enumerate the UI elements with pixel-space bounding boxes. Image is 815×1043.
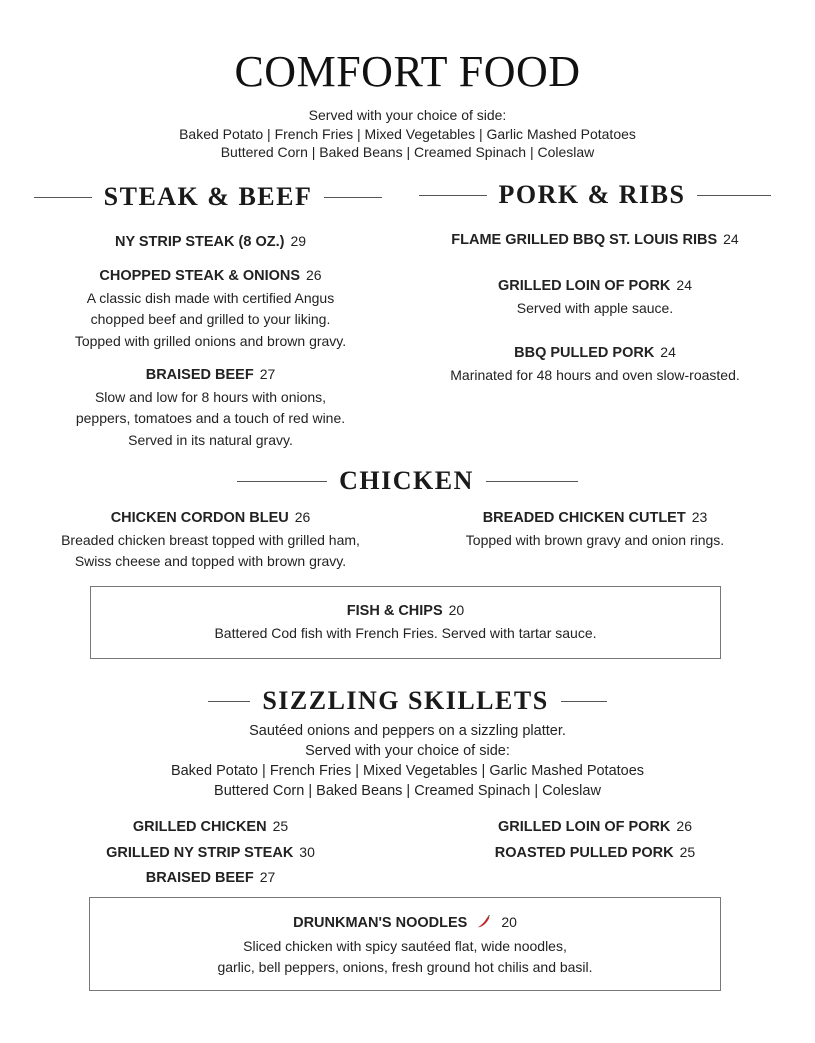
item-description: garlic, bell peppers, onions, fresh ground hot chilis and basil. bbox=[217, 959, 593, 975]
item-name: FLAME GRILLED BBQ ST. LOUIS RIBS bbox=[451, 232, 718, 248]
item-description: Served with apple sauce. bbox=[516, 299, 674, 316]
steak-beef-heading bbox=[38, 180, 378, 214]
menu-title: COMFORT FOOD bbox=[234, 47, 581, 96]
sides-intro-line: Served with your choice of side: bbox=[308, 107, 507, 123]
skillet-item bbox=[38, 840, 383, 866]
item-price: 25 bbox=[679, 843, 696, 860]
item-description: Swiss cheese and topped with brown gravy. bbox=[74, 553, 347, 569]
skillet-item bbox=[38, 814, 383, 840]
pork-ribs-heading bbox=[425, 178, 765, 212]
chili-pepper-icon bbox=[477, 914, 491, 936]
heading-rule bbox=[486, 481, 578, 482]
fish-chips-box bbox=[90, 586, 721, 659]
item-price: 24 bbox=[660, 344, 676, 360]
item-price: 26 bbox=[306, 267, 322, 283]
noodles-box bbox=[89, 897, 721, 991]
item-price: 26 bbox=[676, 818, 692, 834]
item-price: 25 bbox=[272, 818, 289, 834]
menu-item bbox=[91, 600, 720, 644]
menu-item bbox=[425, 229, 765, 252]
skillets-intro-line: Sautéed onions and peppers on a sizzling platter. bbox=[249, 723, 566, 739]
item-name: FISH & CHIPS bbox=[346, 603, 443, 619]
skillet-list-left bbox=[38, 814, 383, 891]
item-price: 27 bbox=[259, 869, 276, 885]
item-price: 26 bbox=[294, 509, 311, 525]
menu-item bbox=[425, 342, 765, 386]
sides-list-line: Buttered Corn | Baked Beans | Creamed Spinach | Coleslaw bbox=[220, 144, 595, 160]
heading-rule bbox=[208, 701, 250, 702]
item-price: 20 bbox=[501, 914, 517, 930]
section-title: PORK & RIBS bbox=[498, 180, 686, 209]
menu-item bbox=[38, 507, 383, 573]
menu-item bbox=[90, 912, 720, 979]
heading-rule bbox=[324, 197, 382, 198]
item-description: Breaded chicken breast topped with grilled ham, bbox=[61, 531, 360, 548]
item-price: 30 bbox=[299, 843, 315, 860]
item-price: 23 bbox=[691, 509, 708, 525]
heading-rule bbox=[419, 195, 487, 196]
section-title: SIZZLING SKILLETS bbox=[262, 686, 549, 715]
sides-list-line: Buttered Corn | Baked Beans | Creamed Spinach | Coleslaw bbox=[214, 783, 601, 799]
item-name: CHICKEN CORDON BLEU bbox=[110, 510, 289, 526]
menu-item bbox=[38, 265, 383, 352]
sides-list-line: Baked Potato | French Fries | Mixed Vegetables | Garlic Mashed Potatoes bbox=[179, 125, 636, 142]
item-name: GRILLED NY STRIP STEAK bbox=[106, 844, 294, 861]
skillets-intro-line: Served with your choice of side: bbox=[305, 743, 510, 759]
item-description: Topped with brown gravy and onion rings. bbox=[465, 531, 725, 548]
sides-intro bbox=[0, 106, 815, 162]
item-description: Slow and low for 8 hours with onions, bbox=[94, 388, 327, 405]
item-price: 20 bbox=[448, 602, 465, 618]
item-description: peppers, tomatoes and a touch of red wine. bbox=[75, 410, 346, 426]
item-name: ROASTED PULLED PORK bbox=[494, 844, 674, 861]
heading-rule bbox=[34, 197, 92, 198]
section-title: STEAK & BEEF bbox=[103, 182, 313, 211]
item-description: Sliced chicken with spicy sautéed flat, wide noodles, bbox=[243, 937, 567, 954]
item-description: Topped with grilled onions and brown gravy. bbox=[74, 332, 347, 349]
menu-item bbox=[38, 231, 383, 254]
skillet-item bbox=[425, 840, 765, 866]
item-description: Served in its natural gravy. bbox=[128, 431, 293, 448]
item-price: 24 bbox=[676, 277, 692, 293]
sizzling-skillets-heading bbox=[0, 684, 815, 718]
sides-list-line: Baked Potato | French Fries | Mixed Vegetables | Garlic Mashed Potatoes bbox=[170, 763, 645, 779]
item-price: 29 bbox=[290, 233, 307, 249]
chicken-heading bbox=[0, 464, 815, 498]
skillet-item bbox=[38, 865, 383, 891]
item-name: GRILLED LOIN OF PORK bbox=[498, 819, 671, 835]
skillet-item bbox=[425, 814, 765, 840]
heading-rule bbox=[237, 481, 327, 482]
item-price: 24 bbox=[723, 231, 739, 247]
heading-rule bbox=[561, 701, 607, 702]
item-name: GRILLED CHICKEN bbox=[132, 819, 267, 835]
skillet-list-right bbox=[425, 814, 765, 865]
item-name: GRILLED LOIN OF PORK bbox=[498, 278, 671, 294]
skillets-intro bbox=[0, 721, 815, 801]
item-name: BBQ PULLED PORK bbox=[514, 345, 655, 361]
item-name: NY STRIP STEAK (8 OZ.) bbox=[114, 234, 285, 250]
item-description: Marinated for 48 hours and oven slow-roasted. bbox=[450, 366, 740, 383]
item-name: DRUNKMAN'S NOODLES bbox=[293, 915, 468, 931]
item-description: Battered Cod fish with French Fries. Served with tartar sauce. bbox=[214, 624, 597, 641]
item-price: 27 bbox=[259, 366, 276, 382]
menu-item bbox=[38, 364, 383, 451]
heading-rule bbox=[697, 195, 771, 196]
menu-item bbox=[425, 507, 765, 551]
menu-item bbox=[425, 275, 765, 319]
item-name: BREADED CHICKEN CUTLET bbox=[482, 510, 686, 526]
section-title: CHICKEN bbox=[339, 466, 474, 495]
item-description: A classic dish made with certified Angus bbox=[86, 289, 335, 306]
item-description: chopped beef and grilled to your liking. bbox=[90, 311, 331, 327]
item-name: CHOPPED STEAK & ONIONS bbox=[99, 268, 301, 284]
item-name: BRAISED BEEF bbox=[145, 367, 254, 383]
item-name: BRAISED BEEF bbox=[145, 870, 254, 886]
